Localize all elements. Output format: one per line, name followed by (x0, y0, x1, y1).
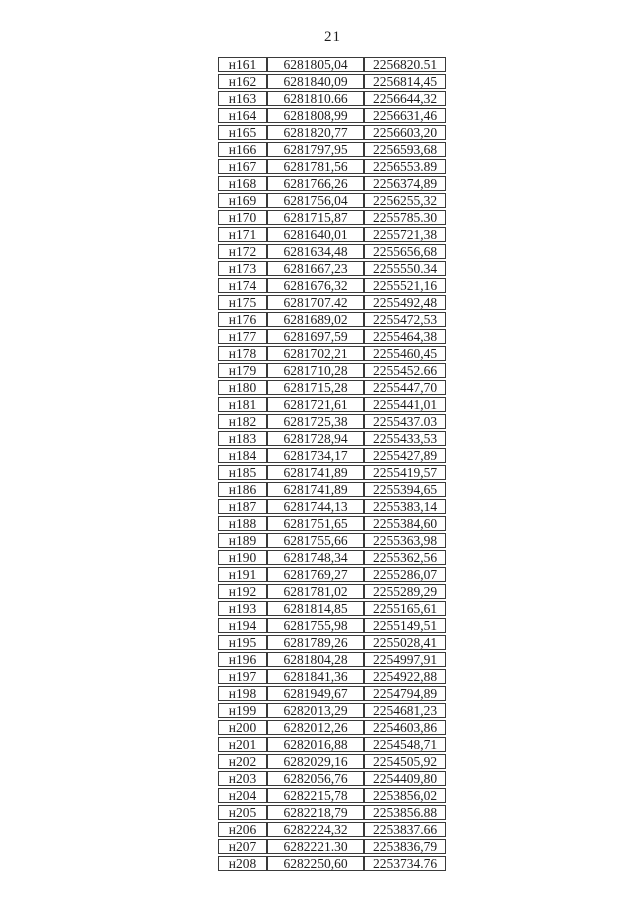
point-label: н165 (218, 125, 267, 140)
point-label: н194 (218, 618, 267, 633)
point-label: н193 (218, 601, 267, 616)
coord-y: 2253734.76 (364, 856, 446, 871)
coord-x: 6282012,26 (267, 720, 364, 735)
table-row (218, 618, 446, 633)
table-row (218, 261, 446, 276)
coord-x: 6281715,28 (267, 380, 364, 395)
table-row (218, 465, 446, 480)
coord-y: 2253837.66 (364, 822, 446, 837)
table-row (218, 652, 446, 667)
point-label: н169 (218, 193, 267, 208)
coord-x: 6282056,76 (267, 771, 364, 786)
table-row (218, 125, 446, 140)
point-label: н204 (218, 788, 267, 803)
point-label: н196 (218, 652, 267, 667)
table-row (218, 601, 446, 616)
coord-x: 6281725,38 (267, 414, 364, 429)
point-label: н177 (218, 329, 267, 344)
coord-y: 2255149,51 (364, 618, 446, 633)
coord-y: 2256603,20 (364, 125, 446, 140)
coord-y: 2254409,80 (364, 771, 446, 786)
table-row (218, 550, 446, 565)
point-label: н174 (218, 278, 267, 293)
point-label: н176 (218, 312, 267, 327)
coord-y: 2256631,46 (364, 108, 446, 123)
coord-x: 6281789,26 (267, 635, 364, 650)
coord-y: 2255452.66 (364, 363, 446, 378)
coord-y: 2255028,41 (364, 635, 446, 650)
coord-y: 2255363,98 (364, 533, 446, 548)
point-label: н191 (218, 567, 267, 582)
table-row (218, 142, 446, 157)
coord-x: 6282250,60 (267, 856, 364, 871)
coord-y: 2255394,65 (364, 482, 446, 497)
coord-y: 2256593,68 (364, 142, 446, 157)
table-row (218, 397, 446, 412)
coord-y: 2255464,38 (364, 329, 446, 344)
coord-x: 6282224,32 (267, 822, 364, 837)
table-row (218, 380, 446, 395)
coord-y: 2255721,38 (364, 227, 446, 242)
point-label: н199 (218, 703, 267, 718)
coord-x: 6282218,79 (267, 805, 364, 820)
table-row (218, 856, 446, 871)
coord-x: 6281755,98 (267, 618, 364, 633)
table-row (218, 295, 446, 310)
coord-x: 6281728,94 (267, 431, 364, 446)
coord-x: 6281707.42 (267, 295, 364, 310)
point-label: н171 (218, 227, 267, 242)
point-label: н182 (218, 414, 267, 429)
coord-y: 2255460,45 (364, 346, 446, 361)
coord-x: 6281756,04 (267, 193, 364, 208)
coord-y: 2255433,53 (364, 431, 446, 446)
coord-y: 2255289,29 (364, 584, 446, 599)
table-row (218, 516, 446, 531)
table-row (218, 771, 446, 786)
point-label: н206 (218, 822, 267, 837)
coord-x: 6281814,85 (267, 601, 364, 616)
table-row (218, 346, 446, 361)
coord-x: 6282221.30 (267, 839, 364, 854)
point-label: н188 (218, 516, 267, 531)
table-row (218, 822, 446, 837)
coord-x: 6281710,28 (267, 363, 364, 378)
coord-y: 2255165,61 (364, 601, 446, 616)
point-label: н166 (218, 142, 267, 157)
coord-x: 6281667,23 (267, 261, 364, 276)
point-label: н197 (218, 669, 267, 684)
coord-x: 6281702,21 (267, 346, 364, 361)
point-label: н180 (218, 380, 267, 395)
point-label: н195 (218, 635, 267, 650)
table-row (218, 720, 446, 735)
point-label: н207 (218, 839, 267, 854)
coord-x: 6281640,01 (267, 227, 364, 242)
table-row (218, 669, 446, 684)
table-row (218, 448, 446, 463)
coord-y: 2255383,14 (364, 499, 446, 514)
coordinates-table (218, 55, 446, 873)
coord-y: 2256644,32 (364, 91, 446, 106)
table-row (218, 703, 446, 718)
table-row (218, 329, 446, 344)
table-row (218, 805, 446, 820)
coord-x: 6281634,48 (267, 244, 364, 259)
coord-x: 6281949,67 (267, 686, 364, 701)
table-row (218, 278, 446, 293)
coord-y: 2254548,71 (364, 737, 446, 752)
table-row (218, 244, 446, 259)
table-row (218, 788, 446, 803)
coord-y: 2254922,88 (364, 669, 446, 684)
point-label: н172 (218, 244, 267, 259)
point-label: н183 (218, 431, 267, 446)
point-label: н208 (218, 856, 267, 871)
point-label: н164 (218, 108, 267, 123)
table-row (218, 482, 446, 497)
coord-y: 2255384,60 (364, 516, 446, 531)
coord-y: 2255419,57 (364, 465, 446, 480)
coord-x: 6282016,88 (267, 737, 364, 752)
coord-x: 6281797,95 (267, 142, 364, 157)
coord-y: 2255656,68 (364, 244, 446, 259)
point-label: н186 (218, 482, 267, 497)
coord-y: 2254603,86 (364, 720, 446, 735)
point-label: н163 (218, 91, 267, 106)
coord-x: 6281841,36 (267, 669, 364, 684)
point-label: н205 (218, 805, 267, 820)
coord-y: 2253856.88 (364, 805, 446, 820)
coord-x: 6281808,99 (267, 108, 364, 123)
point-label: н202 (218, 754, 267, 769)
table-row (218, 686, 446, 701)
coord-x: 6281689,02 (267, 312, 364, 327)
table-row (218, 635, 446, 650)
table-row (218, 74, 446, 89)
table-row (218, 839, 446, 854)
coord-x: 6281820,77 (267, 125, 364, 140)
point-label: н187 (218, 499, 267, 514)
table-row (218, 312, 446, 327)
coord-y: 2255427,89 (364, 448, 446, 463)
point-label: н170 (218, 210, 267, 225)
coord-x: 6281741,89 (267, 465, 364, 480)
table-row (218, 108, 446, 123)
point-label: н167 (218, 159, 267, 174)
coord-y: 2256374,89 (364, 176, 446, 191)
table-row (218, 499, 446, 514)
coord-x: 6281804,28 (267, 652, 364, 667)
point-label: н200 (218, 720, 267, 735)
coord-y: 2254794,89 (364, 686, 446, 701)
table-row (218, 91, 446, 106)
coord-x: 6282215,78 (267, 788, 364, 803)
coord-y: 2255437.03 (364, 414, 446, 429)
coord-x: 6281744,13 (267, 499, 364, 514)
table-row (218, 210, 446, 225)
coord-x: 6282013,29 (267, 703, 364, 718)
table-row (218, 737, 446, 752)
coord-x: 6281721,61 (267, 397, 364, 412)
table-row (218, 584, 446, 599)
page-number: 21 (324, 29, 341, 45)
point-label: н184 (218, 448, 267, 463)
coords-table-body (218, 57, 446, 871)
coord-y: 2255550.34 (364, 261, 446, 276)
point-label: н185 (218, 465, 267, 480)
coord-x: 6281751,65 (267, 516, 364, 531)
point-label: н168 (218, 176, 267, 191)
coord-x: 6281715,87 (267, 210, 364, 225)
coord-y: 2253836,79 (364, 839, 446, 854)
coord-x: 6281805,04 (267, 57, 364, 72)
point-label: н161 (218, 57, 267, 72)
coord-y: 2255492,48 (364, 295, 446, 310)
point-label: н201 (218, 737, 267, 752)
table-row (218, 57, 446, 72)
table-row (218, 363, 446, 378)
coord-x: 6281697,59 (267, 329, 364, 344)
coord-x: 6281741,89 (267, 482, 364, 497)
coord-x: 6281734,17 (267, 448, 364, 463)
coord-x: 6281766,26 (267, 176, 364, 191)
table-row (218, 533, 446, 548)
coord-y: 2254505,92 (364, 754, 446, 769)
coord-y: 2254997,91 (364, 652, 446, 667)
coord-x: 6281676,32 (267, 278, 364, 293)
point-label: н189 (218, 533, 267, 548)
table-row (218, 567, 446, 582)
point-label: н198 (218, 686, 267, 701)
coord-y: 2254681,23 (364, 703, 446, 718)
table-row (218, 431, 446, 446)
point-label: н173 (218, 261, 267, 276)
point-label: н178 (218, 346, 267, 361)
coord-x: 6281840,09 (267, 74, 364, 89)
point-label: н192 (218, 584, 267, 599)
coord-x: 6281781,56 (267, 159, 364, 174)
coord-y: 2253856,02 (364, 788, 446, 803)
point-label: н181 (218, 397, 267, 412)
coord-y: 2255785.30 (364, 210, 446, 225)
coord-y: 2256553.89 (364, 159, 446, 174)
coord-y: 2256820.51 (364, 57, 446, 72)
coord-y: 2255472,53 (364, 312, 446, 327)
table-row (218, 176, 446, 191)
coord-x: 6282029,16 (267, 754, 364, 769)
point-label: н179 (218, 363, 267, 378)
table-row (218, 227, 446, 242)
point-label: н190 (218, 550, 267, 565)
coord-y: 2255447,70 (364, 380, 446, 395)
table-row (218, 193, 446, 208)
coord-x: 6281769,27 (267, 567, 364, 582)
point-label: н203 (218, 771, 267, 786)
point-label: н162 (218, 74, 267, 89)
coord-y: 2255286,07 (364, 567, 446, 582)
coord-y: 2255362,56 (364, 550, 446, 565)
coord-y: 2256814,45 (364, 74, 446, 89)
table-row (218, 414, 446, 429)
table-row (218, 159, 446, 174)
coord-x: 6281748,34 (267, 550, 364, 565)
coord-x: 6281755,66 (267, 533, 364, 548)
table-row (218, 754, 446, 769)
coord-y: 2255521,16 (364, 278, 446, 293)
coord-y: 2256255,32 (364, 193, 446, 208)
coord-x: 6281781,02 (267, 584, 364, 599)
point-label: н175 (218, 295, 267, 310)
coord-x: 6281810.66 (267, 91, 364, 106)
coord-y: 2255441,01 (364, 397, 446, 412)
